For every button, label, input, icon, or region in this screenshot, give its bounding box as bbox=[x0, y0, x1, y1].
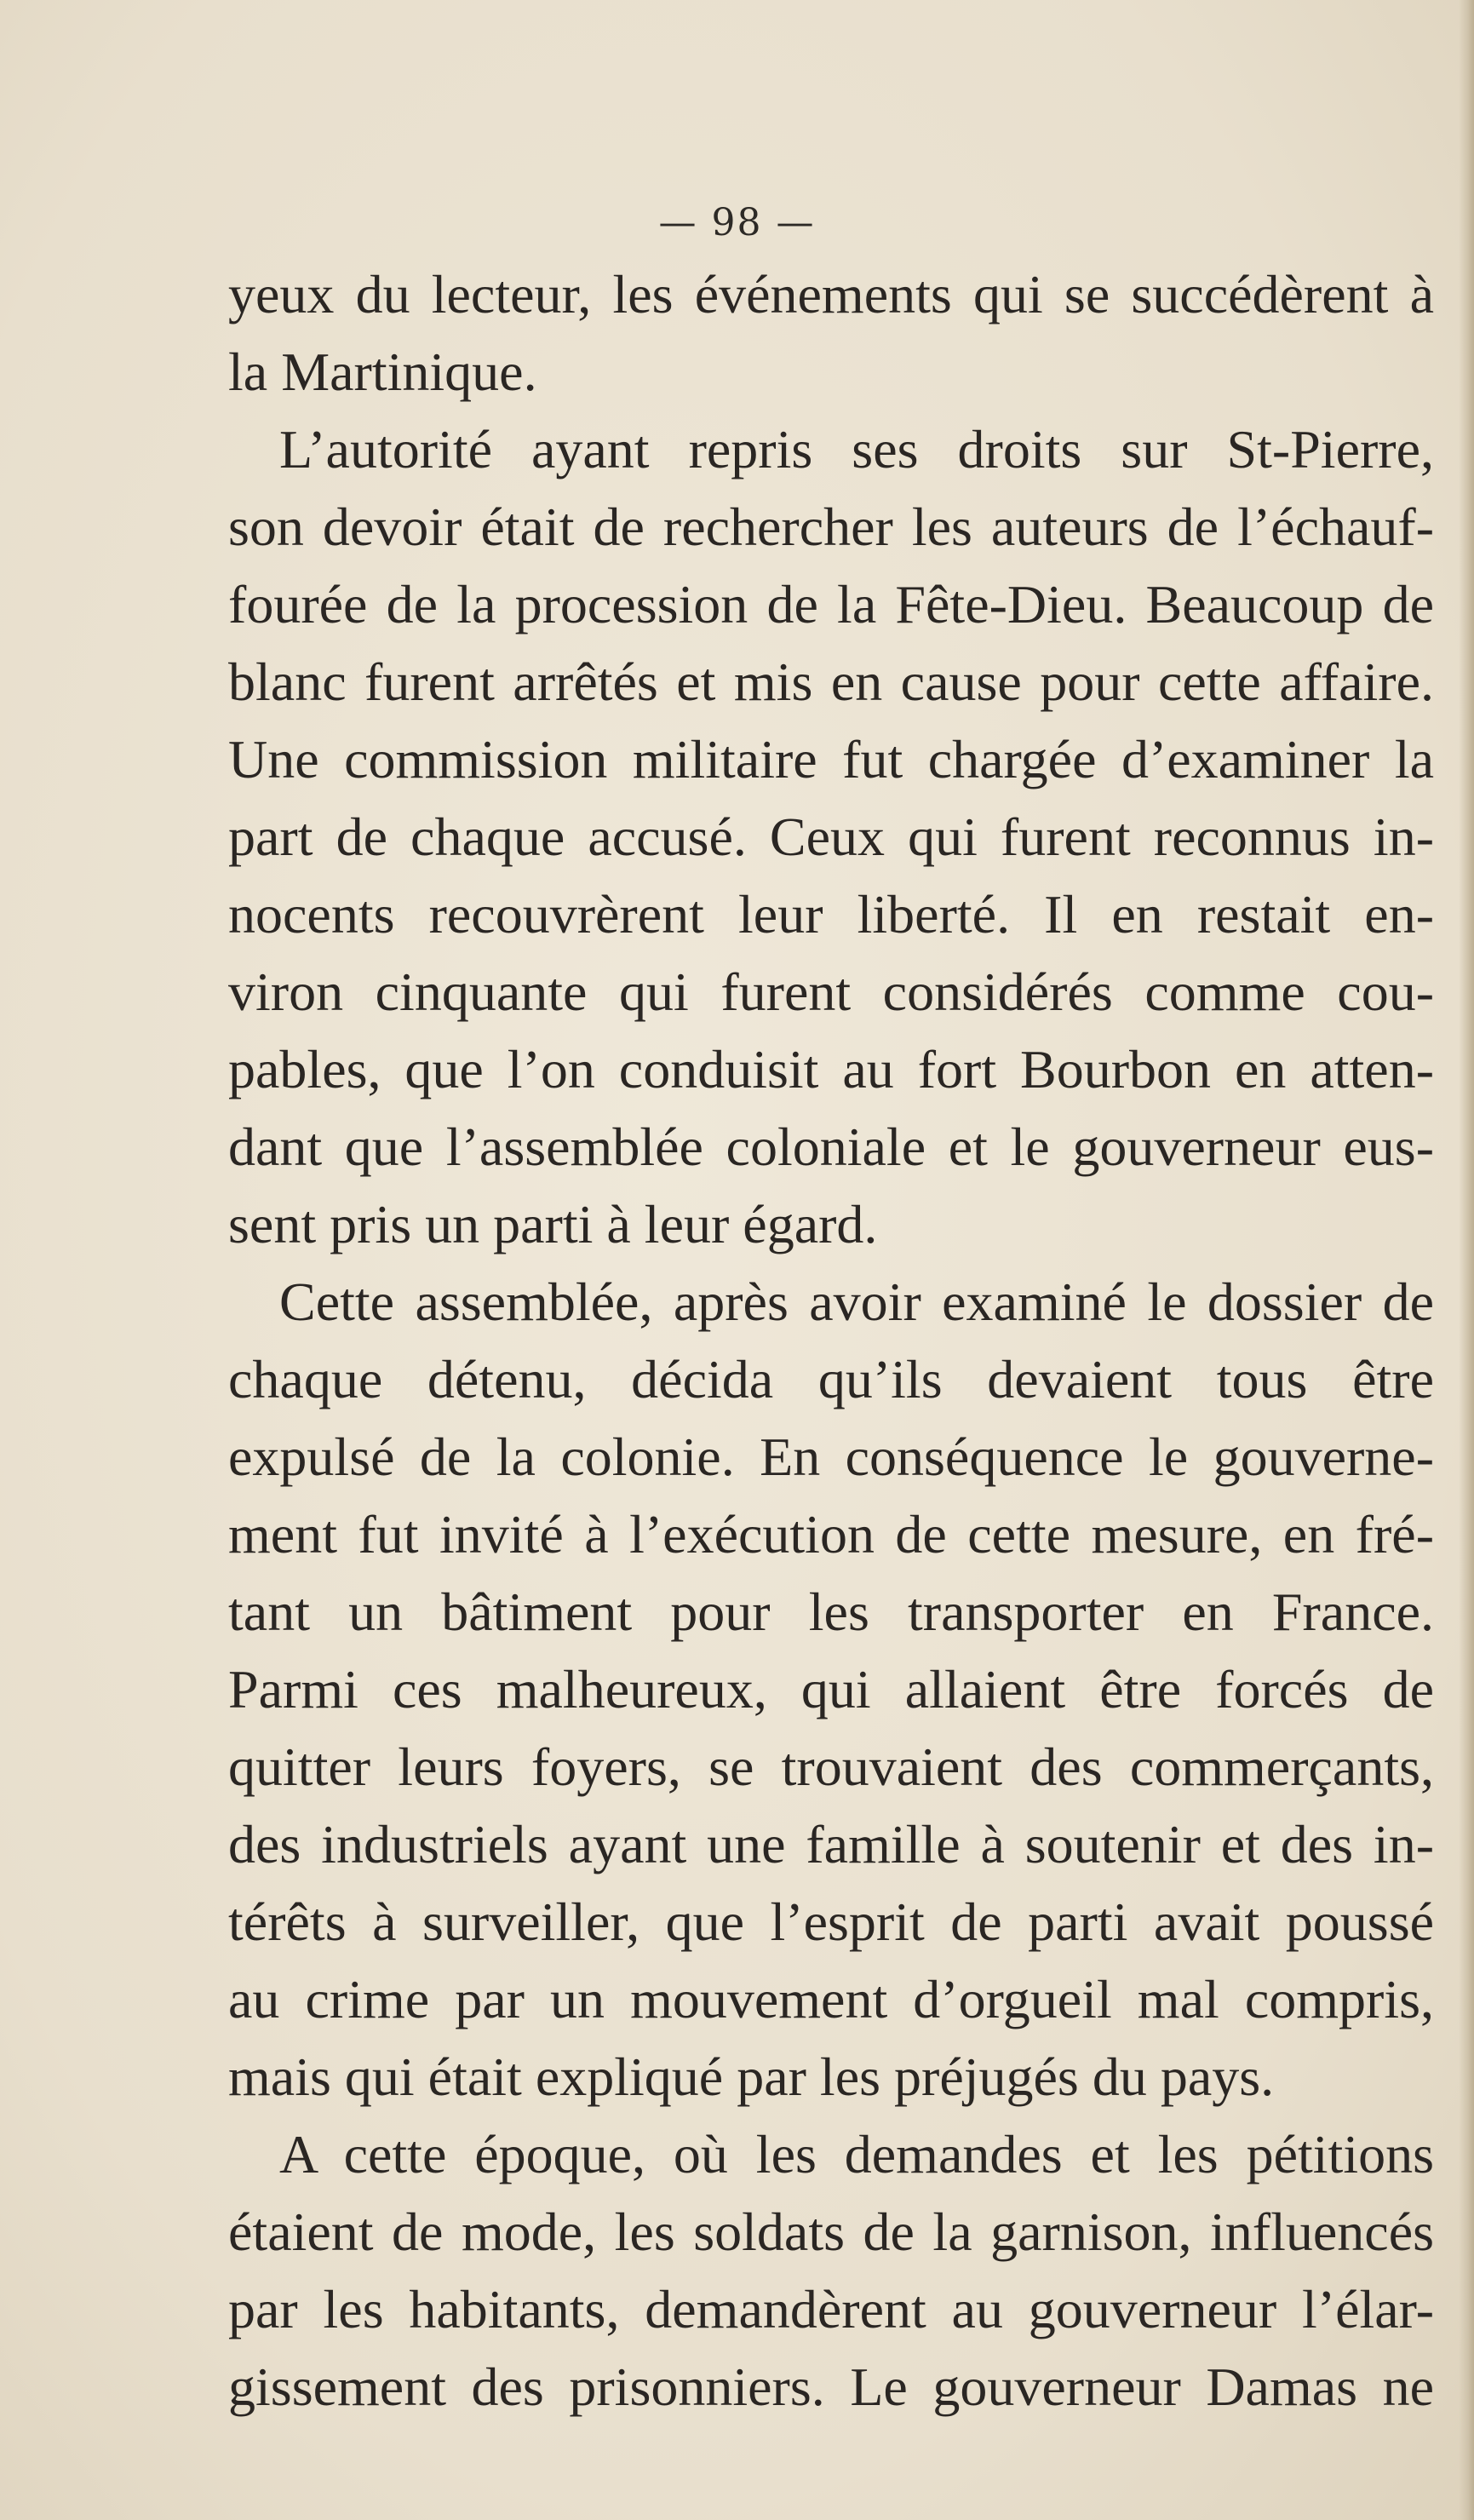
body-text bbox=[228, 255, 1434, 2425]
text-line: expulsé de la colonie. En conséquence le gouverne- bbox=[228, 1426, 1434, 1487]
text-line: des industriels ayant une famille à soutenir et des in- bbox=[228, 1814, 1434, 1874]
text-line: part de chaque accusé. Ceux qui furent reconnus in- bbox=[228, 807, 1434, 867]
text-line: tant un bâtiment pour les transporter en France. bbox=[228, 1581, 1434, 1642]
text-line: par les habitants, demandèrent au gouverneur l’élar- bbox=[228, 2279, 1434, 2339]
text-line: Cette assemblée, après avoir examiné le dossier de bbox=[279, 1271, 1434, 1332]
text-line: au crime par un mouvement d’orgueil mal compris, bbox=[228, 1969, 1434, 2029]
text-line: ment fut invité à l’exécution de cette mesure, en fré- bbox=[228, 1504, 1434, 1564]
text-line: Parmi ces malheureux, qui allaient être forcés de bbox=[228, 1659, 1434, 1719]
text-line: chaque détenu, décida qu’ils devaient tous être bbox=[228, 1349, 1434, 1409]
page-edge-shadow bbox=[1459, 0, 1474, 2520]
text-line: quitter leurs foyers, se trouvaient des commerçants, bbox=[228, 1736, 1434, 1797]
text-line: étaient de mode, les soldats de la garnison, influencés bbox=[228, 2201, 1434, 2262]
text-line: gissement des prisonniers. Le gouverneur Damas ne bbox=[228, 2356, 1434, 2417]
text-line: dant que l’assemblée coloniale et le gouverneur eus- bbox=[228, 1116, 1434, 1177]
page-number: — 98 — bbox=[658, 201, 816, 244]
text-line: A cette époque, où les demandes et les pétitions bbox=[279, 2124, 1434, 2184]
text-line: térêts à surveiller, que l’esprit de parti avait poussé bbox=[228, 1891, 1434, 1952]
text-line: sent pris un parti à leur égard. bbox=[228, 1194, 878, 1254]
text-line: son devoir était de rechercher les auteurs de l’échauf- bbox=[228, 497, 1434, 557]
text-line: Une commission militaire fut chargée d’examiner la bbox=[228, 729, 1434, 789]
text-line: la Martinique. bbox=[228, 342, 537, 402]
text-line: viron cinquante qui furent considérés comme cou- bbox=[228, 962, 1434, 1022]
text-line: fourée de la procession de la Fête-Dieu. Beaucoup de bbox=[228, 574, 1434, 634]
text-line: mais qui était expliqué par les préjugés du pays. bbox=[228, 2046, 1275, 2107]
text-line: yeux du lecteur, les événements qui se succédèrent à bbox=[228, 264, 1434, 324]
text-line: pables, que l’on conduisit au fort Bourbon en atten- bbox=[228, 1039, 1434, 1099]
text-line: nocents recouvrèrent leur liberté. Il en restait en- bbox=[228, 884, 1434, 944]
text-line: blanc furent arrêtés et mis en cause pour cette affaire. bbox=[228, 652, 1434, 712]
text-line: L’autorité ayant repris ses droits sur St-Pierre, bbox=[279, 419, 1434, 479]
